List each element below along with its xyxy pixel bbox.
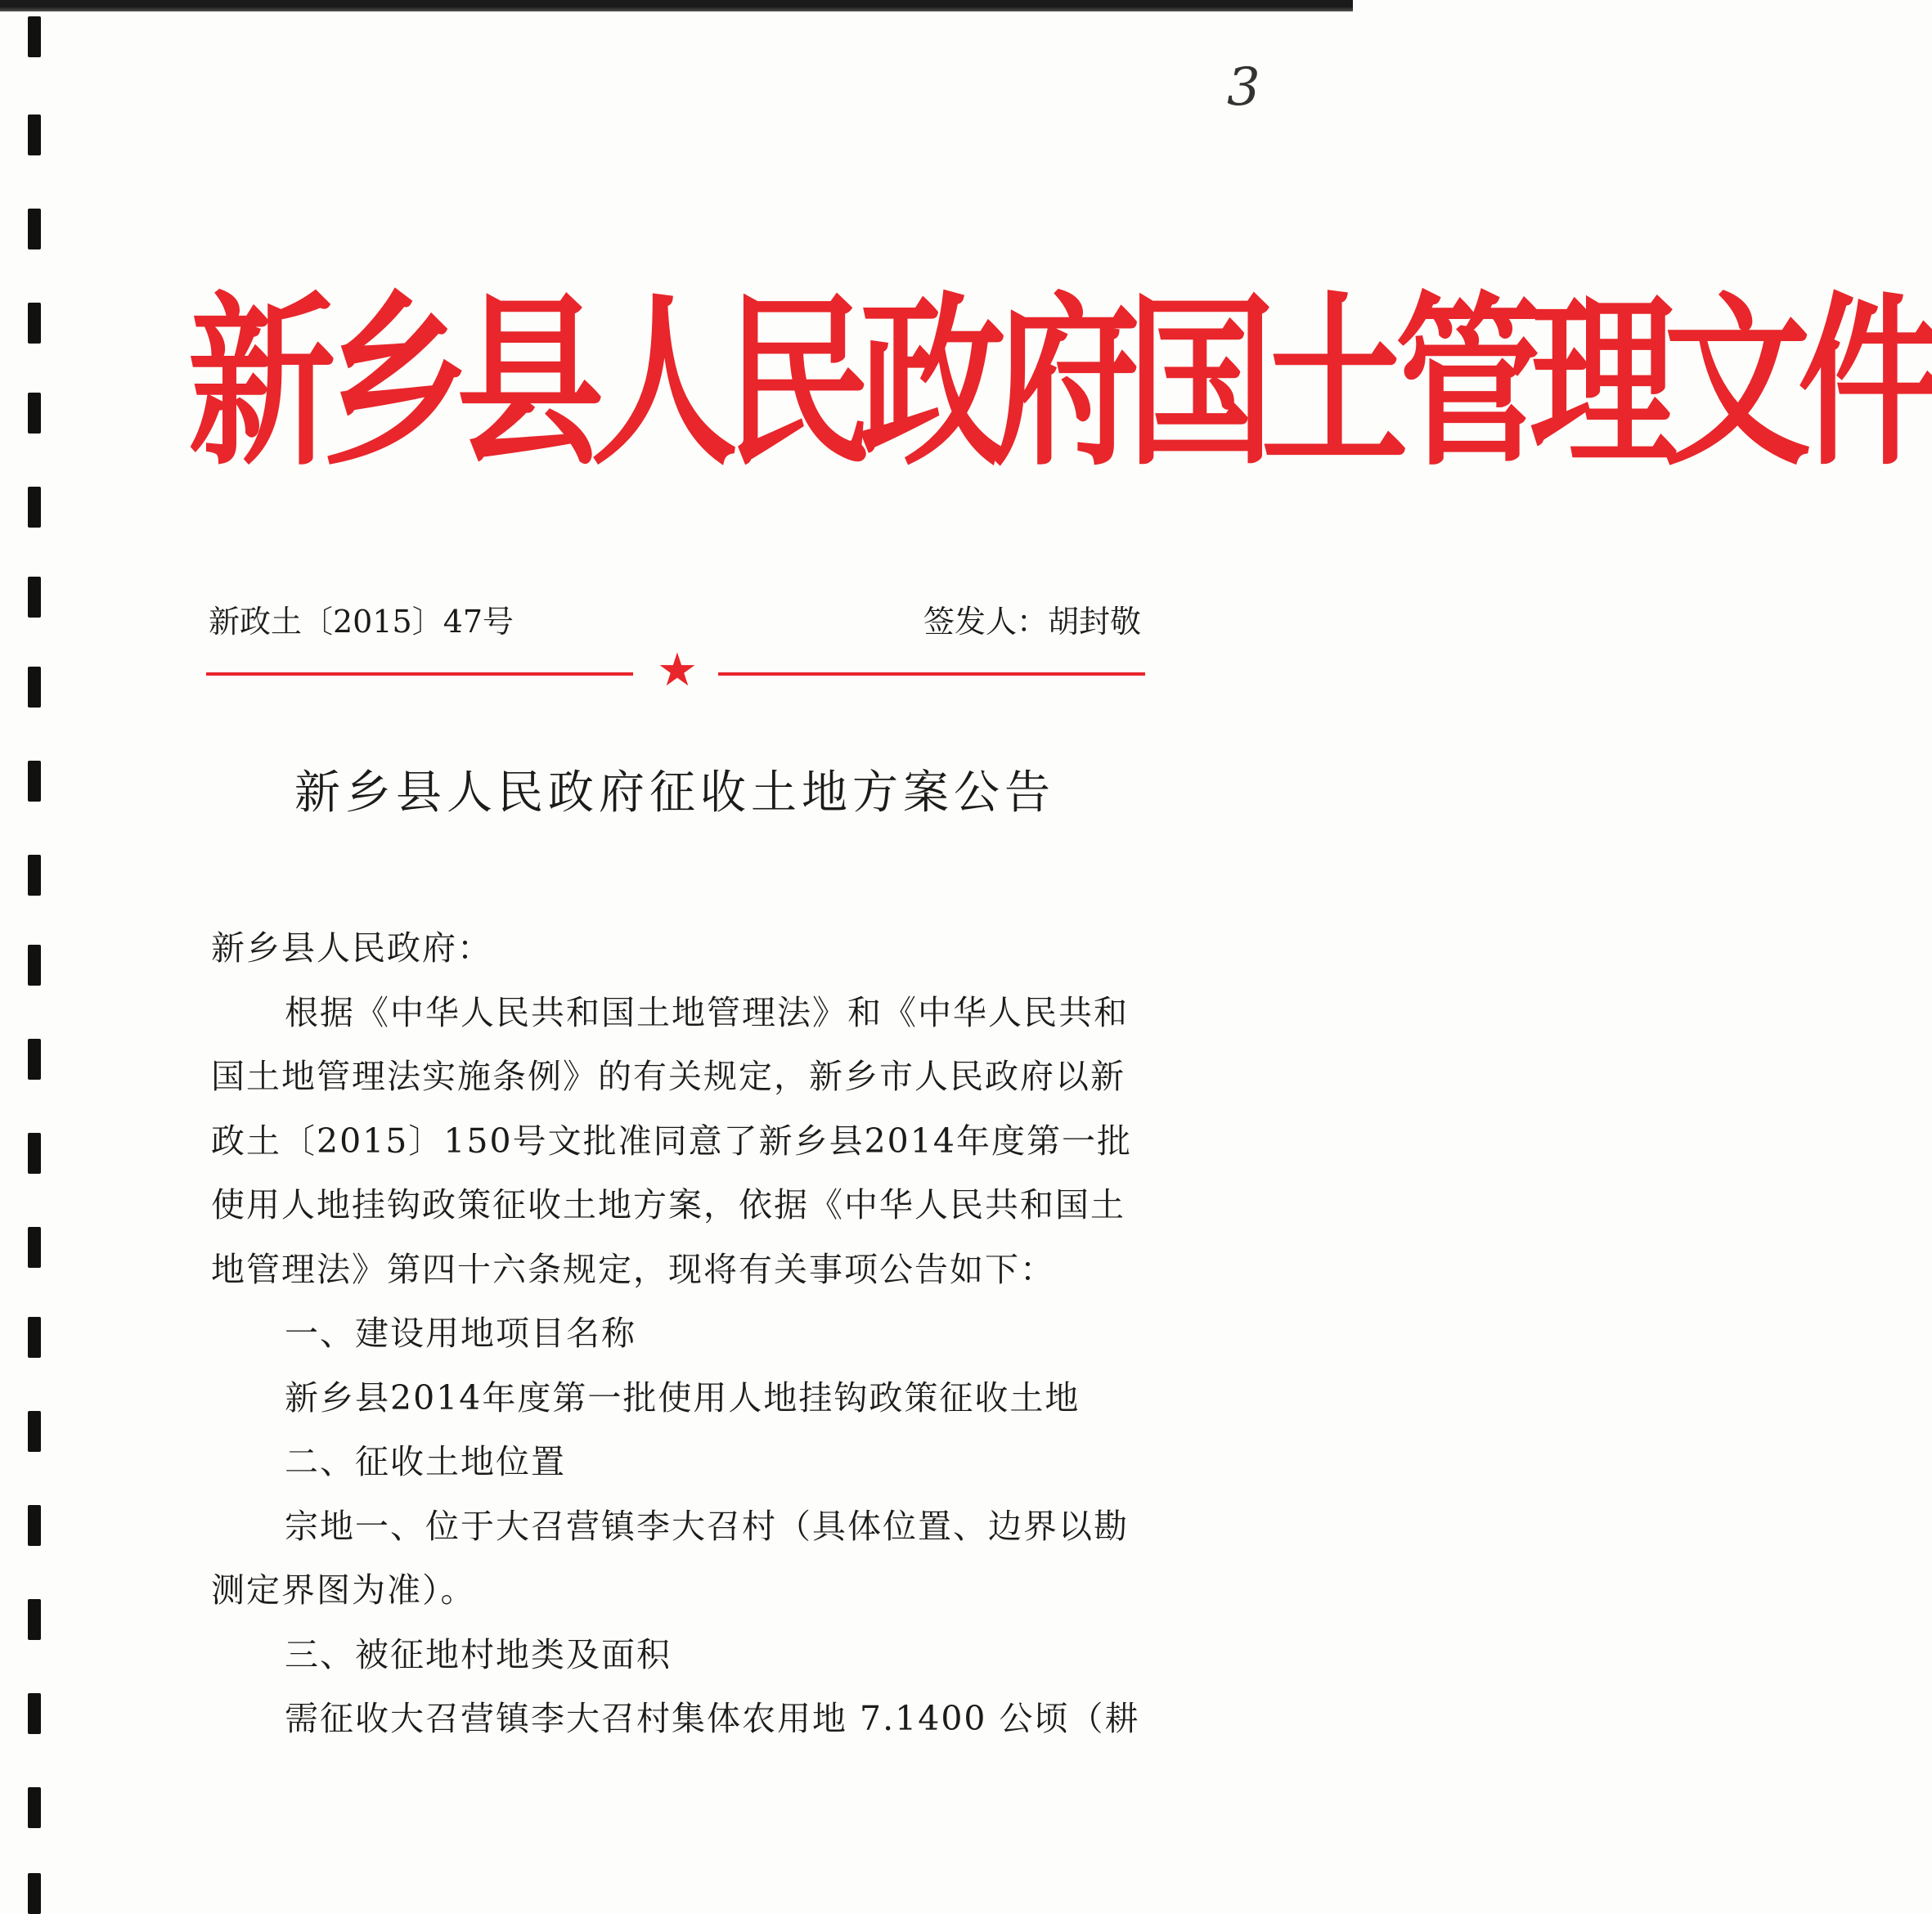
scan-top-edge [0,0,1353,11]
binding-mark [28,209,41,249]
binding-mark [28,1411,41,1452]
section-heading-3: 三、被征地村地类及面积 [285,1634,672,1674]
section-heading-1: 一、建设用地项目名称 [285,1314,636,1353]
binding-mark [28,115,41,155]
binding-mark [28,1133,41,1174]
section-heading-2: 二、征收土地位置 [285,1442,566,1481]
document-body [211,916,1152,1751]
binding-mark [28,1317,41,1358]
binding-mark [28,1039,41,1080]
red-divider [206,646,1145,695]
binding-mark [28,393,41,434]
document-number: 新政土〔2015〕47号 [209,604,514,640]
binding-strip [25,0,44,1912]
binding-mark [28,1787,41,1828]
section-content-1: 新乡县2014年度第一批使用人地挂钩政策征收土地 [285,1377,1081,1418]
masthead-title: 新乡县人民政府国土管理文件 [188,276,1932,491]
binding-mark [28,487,41,528]
page-number: 3 [1227,57,1260,118]
binding-mark [28,577,41,618]
divider-line-left [206,672,633,676]
notice-title: 新乡县人民政府征收土地方案公告 [294,766,1055,820]
star-icon: ★ [656,644,699,697]
binding-mark [28,1873,41,1914]
binding-mark [28,667,41,708]
section-content-3: 需征收大召营镇李大召村集体农用地 7.1400 公顷（耕 [285,1699,1140,1738]
binding-mark [28,1693,41,1734]
issuer-signature: 签发人：胡封敬 [923,604,1141,640]
binding-mark [28,303,41,344]
binding-mark [28,1505,41,1546]
document-meta [209,597,1141,646]
binding-mark [28,16,41,57]
paragraph-intro: 根据《中华人民共和国土地管理法》和《中华人民共和国土地管理法实施条例》的有关规定，新乡市人民政府以新政土〔2015〕150号文批准同意了新乡县2014年度第一批使用人地挂钩政策征收土地方案，依据《中华人民共和国土地管理法》第四十六条规定，现将有关事项公告如下： [211,992,1132,1289]
binding-mark [28,855,41,896]
salutation: 新乡县人民政府： [211,928,492,968]
binding-mark [28,761,41,802]
binding-mark [28,945,41,986]
section-content-2: 宗地一、位于大召营镇李大召村（具体位置、边界以勘测定界图为准）。 [211,1506,1129,1610]
binding-mark [28,1227,41,1268]
divider-line-right [718,672,1145,676]
binding-mark [28,1599,41,1640]
